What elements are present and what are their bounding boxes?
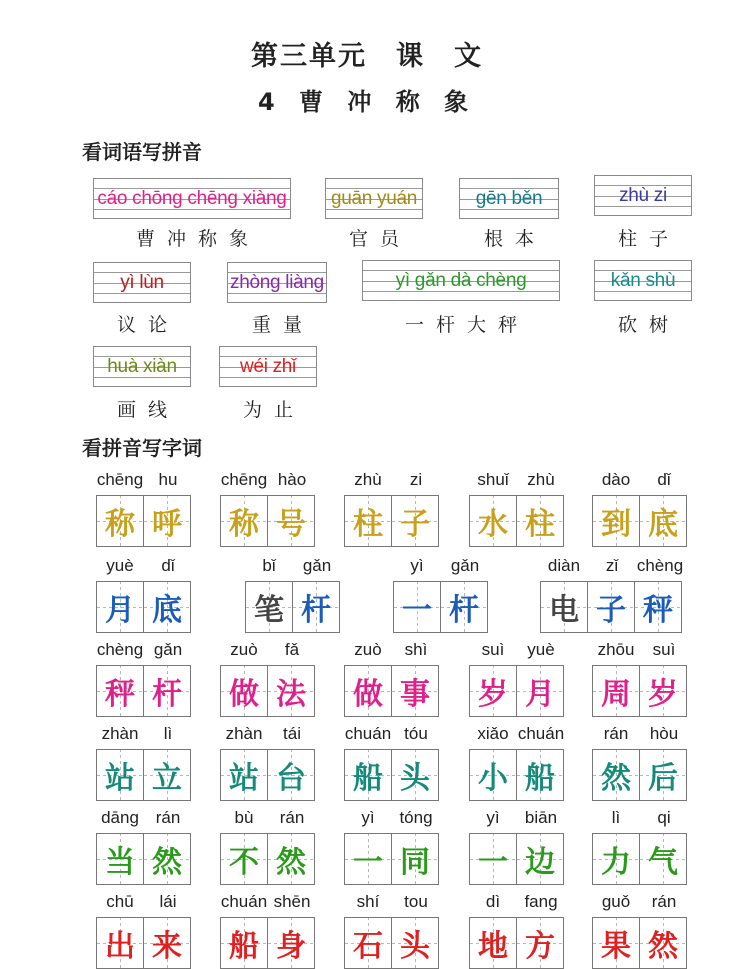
pinyin-syllable: chèng bbox=[96, 640, 144, 659]
character-grid bbox=[344, 833, 439, 885]
pinyin-text: zhòng liàng bbox=[230, 271, 324, 293]
character-cell: 柱 bbox=[344, 495, 392, 547]
pinyin-prompt bbox=[96, 724, 192, 744]
pinyin-prompt bbox=[393, 556, 489, 576]
pinyin-text: guān yuán bbox=[330, 187, 418, 209]
character-cell: 秤 bbox=[96, 665, 144, 717]
pinyin-prompt bbox=[592, 470, 688, 490]
character-cell: 方 bbox=[516, 917, 564, 969]
pinyin-prompt bbox=[469, 640, 565, 660]
character-grid bbox=[592, 917, 687, 969]
character-cell: 同 bbox=[391, 833, 439, 885]
character-cell: 边 bbox=[516, 833, 564, 885]
pinyin-syllable: chuán bbox=[344, 724, 392, 743]
pinyin-syllable: zi bbox=[409, 470, 423, 489]
pinyin-syllable: rán bbox=[651, 892, 677, 911]
character-grid bbox=[96, 833, 191, 885]
character-grid bbox=[96, 917, 191, 969]
lesson-title: 4 曹 冲 称 象 bbox=[257, 88, 477, 116]
pinyin-syllable: zhàn bbox=[101, 724, 139, 743]
pinyin-syllable: shí bbox=[356, 892, 380, 911]
character-grid bbox=[96, 749, 191, 801]
pinyin-syllable: shuǐ bbox=[477, 470, 509, 489]
character-cell: 杆 bbox=[143, 665, 191, 717]
pinyin-syllable: zuò bbox=[354, 640, 382, 659]
character-cell: 然 bbox=[592, 749, 640, 801]
character-cell: 身 bbox=[267, 917, 315, 969]
pinyin-syllable: diàn bbox=[547, 556, 581, 575]
pinyin-prompt bbox=[96, 892, 192, 912]
character-cell: 立 bbox=[143, 749, 191, 801]
character-cell: 秤 bbox=[634, 581, 682, 633]
pinyin-syllable: chèng bbox=[636, 556, 684, 575]
pinyin-syllable: guǒ bbox=[601, 892, 631, 911]
character-grid bbox=[469, 917, 564, 969]
pinyin-text: yì gǎn dà chèng bbox=[395, 269, 527, 291]
pinyin-box bbox=[594, 175, 692, 216]
pinyin-syllable: biān bbox=[524, 808, 558, 827]
character-cell: 杆 bbox=[440, 581, 488, 633]
character-cell: 然 bbox=[639, 917, 687, 969]
pinyin-prompt bbox=[540, 556, 684, 576]
pinyin-syllable: chuán bbox=[220, 892, 268, 911]
section-title-write-pinyin: 看词语写拼音 bbox=[82, 140, 202, 164]
pinyin-syllable: gǎn bbox=[450, 556, 480, 575]
pinyin-box bbox=[93, 346, 191, 387]
pinyin-text: zhù zi bbox=[619, 184, 667, 206]
character-grid bbox=[344, 917, 439, 969]
character-cell: 一 bbox=[469, 833, 517, 885]
pinyin-syllable: suì bbox=[481, 640, 505, 659]
character-cell: 然 bbox=[267, 833, 315, 885]
pinyin-prompt bbox=[220, 808, 316, 828]
word-label: 柱子 bbox=[617, 228, 680, 250]
pinyin-syllable: yuè bbox=[527, 640, 555, 659]
pinyin-syllable: dào bbox=[601, 470, 631, 489]
pinyin-syllable: zhù bbox=[354, 470, 382, 489]
character-cell: 做 bbox=[220, 665, 268, 717]
character-grid bbox=[245, 581, 340, 633]
pinyin-prompt bbox=[469, 892, 565, 912]
pinyin-syllable: hòu bbox=[649, 724, 679, 743]
pinyin-text: huà xiàn bbox=[107, 355, 177, 377]
character-cell: 到 bbox=[592, 495, 640, 547]
character-grid bbox=[469, 833, 564, 885]
pinyin-syllable: tóu bbox=[404, 724, 428, 743]
character-grid bbox=[540, 581, 682, 633]
character-cell: 船 bbox=[516, 749, 564, 801]
word-label: 曹冲称象 bbox=[135, 228, 260, 250]
character-grid bbox=[469, 665, 564, 717]
pinyin-syllable: lì bbox=[163, 724, 173, 743]
character-cell: 当 bbox=[96, 833, 144, 885]
pinyin-box bbox=[93, 178, 291, 219]
pinyin-syllable: chuán bbox=[517, 724, 565, 743]
character-cell: 做 bbox=[344, 665, 392, 717]
pinyin-syllable: chēng bbox=[96, 470, 144, 489]
character-cell: 事 bbox=[391, 665, 439, 717]
pinyin-syllable: hào bbox=[277, 470, 307, 489]
pinyin-syllable: fang bbox=[524, 892, 558, 911]
character-grid bbox=[220, 749, 315, 801]
pinyin-text: yì lùn bbox=[120, 271, 164, 293]
pinyin-syllable: qi bbox=[657, 808, 671, 827]
pinyin-syllable: tou bbox=[404, 892, 428, 911]
pinyin-syllable: rán bbox=[603, 724, 629, 743]
pinyin-prompt bbox=[245, 556, 341, 576]
word-label: 根本 bbox=[483, 228, 546, 250]
pinyin-syllable: shì bbox=[404, 640, 428, 659]
pinyin-prompt bbox=[344, 640, 440, 660]
character-cell: 出 bbox=[96, 917, 144, 969]
character-cell: 头 bbox=[391, 917, 439, 969]
pinyin-syllable: xiǎo bbox=[477, 724, 509, 743]
pinyin-box bbox=[594, 260, 692, 301]
word-label: 画线 bbox=[116, 399, 179, 421]
character-cell: 柱 bbox=[516, 495, 564, 547]
character-cell: 子 bbox=[587, 581, 635, 633]
word-label: 议论 bbox=[116, 314, 179, 336]
pinyin-prompt bbox=[344, 808, 440, 828]
character-cell: 周 bbox=[592, 665, 640, 717]
pinyin-syllable: dāng bbox=[101, 808, 139, 827]
pinyin-syllable: hu bbox=[158, 470, 178, 489]
character-grid bbox=[469, 495, 564, 547]
pinyin-syllable: bù bbox=[234, 808, 254, 827]
pinyin-syllable: chēng bbox=[220, 470, 268, 489]
character-cell: 船 bbox=[344, 749, 392, 801]
pinyin-syllable: dǐ bbox=[161, 556, 175, 575]
pinyin-text: kǎn shù bbox=[610, 269, 676, 291]
pinyin-box bbox=[459, 178, 559, 219]
pinyin-syllable: yì bbox=[486, 808, 500, 827]
pinyin-syllable: zhōu bbox=[597, 640, 635, 659]
pinyin-prompt bbox=[592, 892, 688, 912]
character-cell: 月 bbox=[516, 665, 564, 717]
character-grid bbox=[592, 495, 687, 547]
character-cell: 台 bbox=[267, 749, 315, 801]
pinyin-syllable: yì bbox=[361, 808, 375, 827]
character-grid bbox=[469, 749, 564, 801]
pinyin-syllable: rán bbox=[155, 808, 181, 827]
pinyin-syllable: lì bbox=[611, 808, 621, 827]
character-cell: 电 bbox=[540, 581, 588, 633]
pinyin-prompt bbox=[469, 724, 565, 744]
pinyin-prompt bbox=[469, 808, 565, 828]
character-grid bbox=[220, 665, 315, 717]
pinyin-syllable: dǐ bbox=[657, 470, 671, 489]
pinyin-syllable: gǎn bbox=[153, 640, 183, 659]
pinyin-prompt bbox=[592, 640, 688, 660]
character-cell: 小 bbox=[469, 749, 517, 801]
pinyin-prompt bbox=[96, 556, 192, 576]
character-cell: 站 bbox=[96, 749, 144, 801]
character-cell: 一 bbox=[344, 833, 392, 885]
pinyin-prompt bbox=[220, 892, 316, 912]
pinyin-box bbox=[227, 262, 327, 303]
pinyin-syllable: gǎn bbox=[302, 556, 332, 575]
pinyin-syllable: tóng bbox=[399, 808, 433, 827]
character-cell: 法 bbox=[267, 665, 315, 717]
character-grid bbox=[96, 495, 191, 547]
character-cell: 岁 bbox=[639, 665, 687, 717]
character-grid bbox=[393, 581, 488, 633]
pinyin-prompt bbox=[220, 470, 316, 490]
character-grid bbox=[220, 495, 315, 547]
character-cell: 子 bbox=[391, 495, 439, 547]
word-label: 官员 bbox=[348, 228, 411, 250]
pinyin-syllable: yì bbox=[410, 556, 424, 575]
character-cell: 后 bbox=[639, 749, 687, 801]
character-cell: 岁 bbox=[469, 665, 517, 717]
pinyin-prompt bbox=[96, 808, 192, 828]
word-label: 重量 bbox=[251, 314, 314, 336]
character-cell: 称 bbox=[220, 495, 268, 547]
character-grid bbox=[96, 665, 191, 717]
character-cell: 一 bbox=[393, 581, 441, 633]
character-cell: 站 bbox=[220, 749, 268, 801]
pinyin-syllable: lái bbox=[159, 892, 177, 911]
character-cell: 力 bbox=[592, 833, 640, 885]
character-cell: 呼 bbox=[143, 495, 191, 547]
character-cell: 地 bbox=[469, 917, 517, 969]
pinyin-box bbox=[362, 260, 560, 301]
pinyin-syllable: fǎ bbox=[284, 640, 300, 659]
pinyin-prompt bbox=[592, 808, 688, 828]
pinyin-syllable: dì bbox=[485, 892, 501, 911]
character-cell: 号 bbox=[267, 495, 315, 547]
pinyin-prompt bbox=[592, 724, 688, 744]
pinyin-syllable: bǐ bbox=[262, 556, 276, 575]
character-grid bbox=[344, 749, 439, 801]
character-grid bbox=[592, 833, 687, 885]
character-cell: 月 bbox=[96, 581, 144, 633]
pinyin-box bbox=[93, 262, 191, 303]
pinyin-syllable: yuè bbox=[106, 556, 134, 575]
character-grid bbox=[220, 917, 315, 969]
word-label: 砍树 bbox=[617, 314, 680, 336]
word-label: 一杆大秤 bbox=[404, 314, 529, 336]
character-grid bbox=[344, 495, 439, 547]
pinyin-text: gēn běn bbox=[475, 187, 543, 209]
character-grid bbox=[220, 833, 315, 885]
pinyin-prompt bbox=[96, 470, 192, 490]
pinyin-text: wéi zhǐ bbox=[240, 355, 296, 377]
character-cell: 杆 bbox=[292, 581, 340, 633]
pinyin-prompt bbox=[469, 470, 565, 490]
section-title-write-characters: 看拼音写字词 bbox=[82, 436, 202, 460]
pinyin-box bbox=[325, 178, 423, 219]
pinyin-syllable: zǐ bbox=[605, 556, 619, 575]
character-cell: 不 bbox=[220, 833, 268, 885]
pinyin-syllable: suì bbox=[652, 640, 676, 659]
pinyin-prompt bbox=[344, 470, 440, 490]
character-cell: 称 bbox=[96, 495, 144, 547]
pinyin-syllable: zhàn bbox=[225, 724, 263, 743]
pinyin-syllable: tái bbox=[283, 724, 301, 743]
pinyin-prompt bbox=[220, 640, 316, 660]
character-grid bbox=[344, 665, 439, 717]
pinyin-prompt bbox=[220, 724, 316, 744]
character-cell: 气 bbox=[639, 833, 687, 885]
pinyin-prompt bbox=[344, 724, 440, 744]
pinyin-box bbox=[219, 346, 317, 387]
pinyin-syllable: zhù bbox=[527, 470, 555, 489]
character-cell: 底 bbox=[639, 495, 687, 547]
word-label: 为止 bbox=[242, 399, 305, 421]
pinyin-syllable: chū bbox=[106, 892, 134, 911]
character-cell: 石 bbox=[344, 917, 392, 969]
character-cell: 底 bbox=[143, 581, 191, 633]
character-grid bbox=[96, 581, 191, 633]
unit-title: 第三单元 课 文 bbox=[251, 41, 483, 72]
character-cell: 船 bbox=[220, 917, 268, 969]
pinyin-syllable: shēn bbox=[273, 892, 311, 911]
pinyin-syllable: zuò bbox=[230, 640, 258, 659]
character-cell: 然 bbox=[143, 833, 191, 885]
character-cell: 头 bbox=[391, 749, 439, 801]
pinyin-text: cáo chōng chēng xiàng bbox=[97, 187, 287, 209]
pinyin-prompt bbox=[344, 892, 440, 912]
character-cell: 果 bbox=[592, 917, 640, 969]
character-grid bbox=[592, 749, 687, 801]
pinyin-syllable: rán bbox=[279, 808, 305, 827]
character-cell: 来 bbox=[143, 917, 191, 969]
character-cell: 水 bbox=[469, 495, 517, 547]
character-grid bbox=[592, 665, 687, 717]
pinyin-prompt bbox=[96, 640, 192, 660]
character-cell: 笔 bbox=[245, 581, 293, 633]
